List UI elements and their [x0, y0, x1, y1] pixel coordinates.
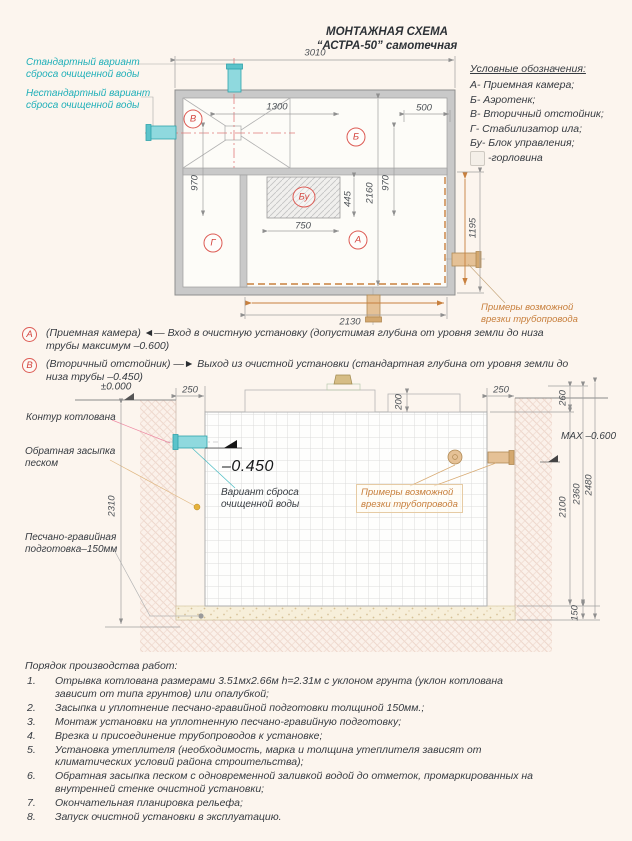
plan-tap-note-line1: Примеры возможной — [481, 302, 574, 313]
discharge-label-line1: Вариант сброса — [221, 487, 299, 498]
legend-item: Б- Аэротенк; — [470, 93, 536, 106]
item-text: Установка утеплителя (необходимость, марка и толщина утеплителя зависят от климатических условий района строительства); — [55, 743, 482, 769]
work-order-item — [25, 702, 537, 715]
legend-item-neck — [470, 151, 604, 166]
legend-item: В- Вторичный отстойник; — [470, 108, 604, 121]
item-text: Окончательная планировка рельефа; — [55, 797, 243, 810]
backfill-marker-dot — [194, 504, 200, 510]
dim-inner-length: 2160 — [364, 182, 376, 204]
level-outlet: –0.450 — [222, 458, 274, 475]
discharge-label — [221, 487, 299, 510]
backfill-label-line2: песком — [25, 457, 59, 469]
note-marker-v: В — [22, 358, 37, 373]
legend-item: Бу- Блок управления; — [470, 137, 575, 150]
work-order-item — [25, 797, 537, 810]
item-number: 2. — [27, 701, 36, 714]
standard-outlet-label: Стандартный вариант сброса очищенной воды — [26, 57, 140, 80]
plan-tap-note — [481, 302, 578, 325]
backfill-label-line1: Обратная засыпка — [25, 446, 116, 457]
dim-depth-left: 970 — [189, 175, 201, 191]
dim-top-right: 500 — [416, 102, 432, 114]
nonstandard-outlet-label: Нестандартный вариант сброса очищенной воды — [26, 88, 151, 111]
legend-item: А- Приемная камера; — [470, 79, 575, 91]
level-zero: ±0.000 — [100, 381, 132, 393]
dim-bu-height: 445 — [342, 191, 354, 207]
bed-label — [25, 532, 117, 555]
dim-bu-width: 750 — [295, 220, 311, 232]
sand-gravel-bed — [176, 606, 515, 620]
dim-depth-mid: 2360 — [571, 483, 583, 505]
inlet-arrow-icon: ◄— — [143, 327, 165, 339]
item-number: 3. — [27, 715, 36, 728]
item-text: Запуск очистной установки в эксплуатацию. — [55, 811, 282, 824]
plan-divider-vertical — [240, 175, 247, 287]
dim-left-gap: 250 — [182, 384, 198, 396]
plan-tap-note-line2: врезки трубопровода — [481, 313, 578, 325]
note-v-name: (Вторичный отстойник) — [46, 358, 171, 370]
item-number: 5. — [27, 743, 36, 756]
item-number: 7. — [27, 797, 36, 810]
compartment-v: В — [184, 110, 203, 129]
work-order-item — [25, 675, 537, 701]
dim-tank-height: 2100 — [557, 496, 569, 518]
pit-contour-label: Контур котлована — [26, 412, 116, 423]
work-order-item — [25, 770, 537, 796]
legend — [470, 63, 604, 166]
work-order-item — [25, 716, 537, 729]
discharge-label-line2: очищенной воды — [221, 498, 300, 510]
outlet-pipe-section — [176, 436, 207, 448]
dim-bottom-span: 2130 — [339, 316, 361, 328]
note-a-name: (Приемная камера) — [46, 327, 141, 339]
dim-top-right-260: 260 — [557, 390, 569, 406]
tap-in-flange — [448, 450, 462, 464]
neck-swatch-icon — [470, 151, 485, 166]
bed-marker-dot — [198, 613, 203, 618]
title-line-1: МОНТАЖНАЯ СХЕМА — [326, 26, 448, 38]
dim-depth-right: 970 — [380, 175, 392, 191]
section-tap-note — [356, 484, 463, 513]
legend-heading: Условные обозначения: — [470, 63, 586, 75]
dim-neck-height: 200 — [393, 394, 405, 410]
section-view — [75, 375, 608, 652]
section-tap-note-line2: врезки трубопровода — [361, 498, 458, 510]
section-tap-note-line1: Примеры возможной — [361, 487, 454, 498]
work-order-item — [25, 744, 537, 770]
dim-width-total: 3010 — [304, 47, 326, 59]
zero-level-mark — [124, 393, 134, 400]
item-number: 1. — [27, 675, 36, 687]
note-outlet — [22, 358, 570, 384]
legend-item: Г- Стабилизатор ила; — [470, 122, 583, 135]
dim-pit-depth: 2310 — [106, 495, 118, 517]
backfill-label — [25, 446, 115, 469]
compartment-a: А — [349, 231, 368, 250]
outlet-arrow-icon: —► — [173, 358, 195, 370]
level-max: MAX –0.600 — [561, 431, 617, 442]
dim-bed-thickness: 150 — [569, 605, 581, 621]
compartment-b: Б — [347, 128, 366, 147]
note-inlet — [22, 327, 570, 353]
dim-hopper-offset: 1300 — [266, 101, 288, 113]
item-number: 6. — [27, 770, 36, 783]
legend-neck-label: -горловина — [488, 152, 543, 165]
tap-in-pipe-section — [488, 452, 512, 463]
work-order — [25, 660, 537, 825]
note-a-text: Вход в очистную установку (допустимая глубина от уровня земли до низа трубы максимум –0.600) — [46, 327, 544, 352]
work-order-heading: Порядок производства работ: — [25, 660, 178, 672]
dim-right-gap: 250 — [493, 384, 509, 396]
note-marker-a: А — [22, 327, 37, 342]
bed-label-line1: Песчано-гравийная — [25, 532, 117, 543]
item-text: Отрывка котлована размерами 3.51мх2.66м h=2.31м с уклоном грунта (уклон котлована зависит от типа грунтов) или опалубкой; — [55, 675, 503, 700]
title-line-2: “АСТРА-50” самотечная — [316, 39, 458, 52]
item-text: Обратная засыпка песком с одновременной заливкой водой до отметок, промаркированных на внутренней стенке очистной установки; — [55, 770, 533, 796]
work-order-item — [25, 730, 537, 743]
notes — [22, 327, 570, 389]
note-v-text: Выход из очистной установки (стандартная глубина от уровня земли до низа трубы –0.450) — [46, 358, 569, 383]
work-order-item — [25, 811, 537, 824]
dim-side-right: 1195 — [467, 217, 479, 239]
item-text: Врезка и присоединение трубопроводов к установке; — [55, 729, 323, 742]
item-number: 8. — [27, 811, 36, 824]
compartment-bu: Бу — [293, 187, 316, 208]
bed-label-line2: подготовка–150мм — [25, 543, 118, 555]
item-number: 4. — [27, 729, 36, 742]
plan-divider-horizontal — [183, 168, 447, 175]
item-text: Монтаж установки на уплотненную песчано-гравийную подготовку; — [55, 715, 402, 728]
dim-depth-total: 2480 — [583, 474, 595, 496]
neck-left — [245, 390, 375, 412]
item-text: Засыпка и уплотнение песчано-гравийной подготовки толщиной 150мм.; — [55, 701, 425, 714]
compartment-g: Г — [204, 234, 223, 253]
